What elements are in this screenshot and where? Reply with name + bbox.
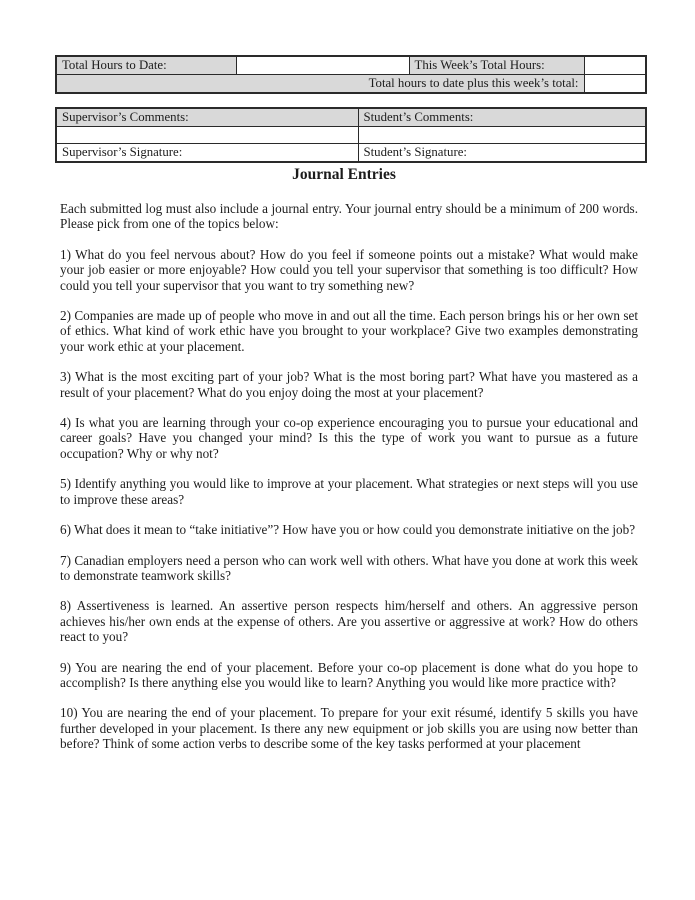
journal-topic-3: 3) What is the most exciting part of your job? What is the most boring part? What have you mastered as a result of your placement? What do you enjoy doing the most at your placement? (60, 369, 638, 400)
table-row (56, 144, 646, 163)
supervisor-signature-field[interactable]: Supervisor’s Signature: (56, 144, 358, 163)
journal-topic-1: 1) What do you feel nervous about? How do you feel if someone points out a mistake? What would make your job easier or more enjoyable? How could you tell your supervisor that something is too difficult? How could you tell your supervisor that you want to try something new? (60, 246, 638, 293)
hours-summary-table (55, 55, 647, 94)
journal-topic-4: 4) Is what you are learning through your co-op experience encouraging you to pursue your educational and career goals? Have you changed your mind? Is this the type of work you want to pursue as a future occupation? Why or why not? (60, 415, 638, 461)
student-comments-field[interactable] (358, 127, 646, 144)
student-comments-label: Student’s Comments: (358, 108, 646, 127)
journal-intro: Each submitted log must also include a journal entry. Your journal entry should be a minimum of 200 words. Please pick from one of the topics below: (60, 201, 638, 232)
comments-signatures-table (55, 107, 647, 163)
table-row (56, 108, 646, 127)
table-row (56, 56, 646, 75)
student-signature-field[interactable]: Student’s Signature: (358, 144, 646, 163)
table-spacer (55, 94, 695, 107)
hours-sum-field[interactable] (584, 75, 646, 94)
journal-topic-9: 9) You are nearing the end of your placement. Before your co-op placement is done what do you hope to accomplish? Is there anything else you would like to learn? Anything you would like more practice with? (60, 659, 638, 690)
total-hours-to-date-label: Total Hours to Date: (56, 56, 236, 75)
page-title: Journal Entries (292, 166, 396, 183)
journal-topic-2: 2) Companies are made up of people who move in and out all the time. Each person brings his or her own set of ethics. What kind of work ethic have you brought to your workplace? Give two examples demonstrating your work ethic at your placement. (60, 308, 638, 354)
supervisor-comments-label: Supervisor’s Comments: (56, 108, 358, 127)
total-hours-to-date-field[interactable] (236, 56, 409, 75)
table-row (56, 75, 646, 94)
journal-topic-10: 10) You are nearing the end of your placement. To prepare for your exit résumé, identify 5 skills you have further developed in your placement. Is there any new equipment or job skills you are using now better than before? Think of some action verbs to describe some of the key tasks performed at your placement (60, 705, 638, 752)
supervisor-comments-field[interactable] (56, 127, 358, 144)
this-weeks-total-hours-label: This Week’s Total Hours: (409, 56, 584, 75)
table-row (56, 127, 646, 144)
journal-topic-7: 7) Canadian employers need a person who can work well with others. What have you done at work this week to demonstrate teamwork skills? (60, 552, 638, 583)
journal-topic-5: 5) Identify anything you would like to improve at your placement. What strategies or next steps will you use to improve these areas? (60, 476, 638, 507)
journal-topic-8: 8) Assertiveness is learned. An assertive person respects him/herself and others. An aggressive person achieves his/her own ends at the expense of others. Are you assertive or aggressive at work? How do others react to you? (60, 598, 638, 645)
journal-topics-section (60, 201, 638, 752)
hours-sum-label: Total hours to date plus this week’s total: (56, 75, 584, 94)
journal-topic-6: 6) What does it mean to “take initiative”? How have you or how could you demonstrate initiative on the job? (60, 522, 636, 538)
this-weeks-total-hours-field[interactable] (584, 56, 646, 75)
